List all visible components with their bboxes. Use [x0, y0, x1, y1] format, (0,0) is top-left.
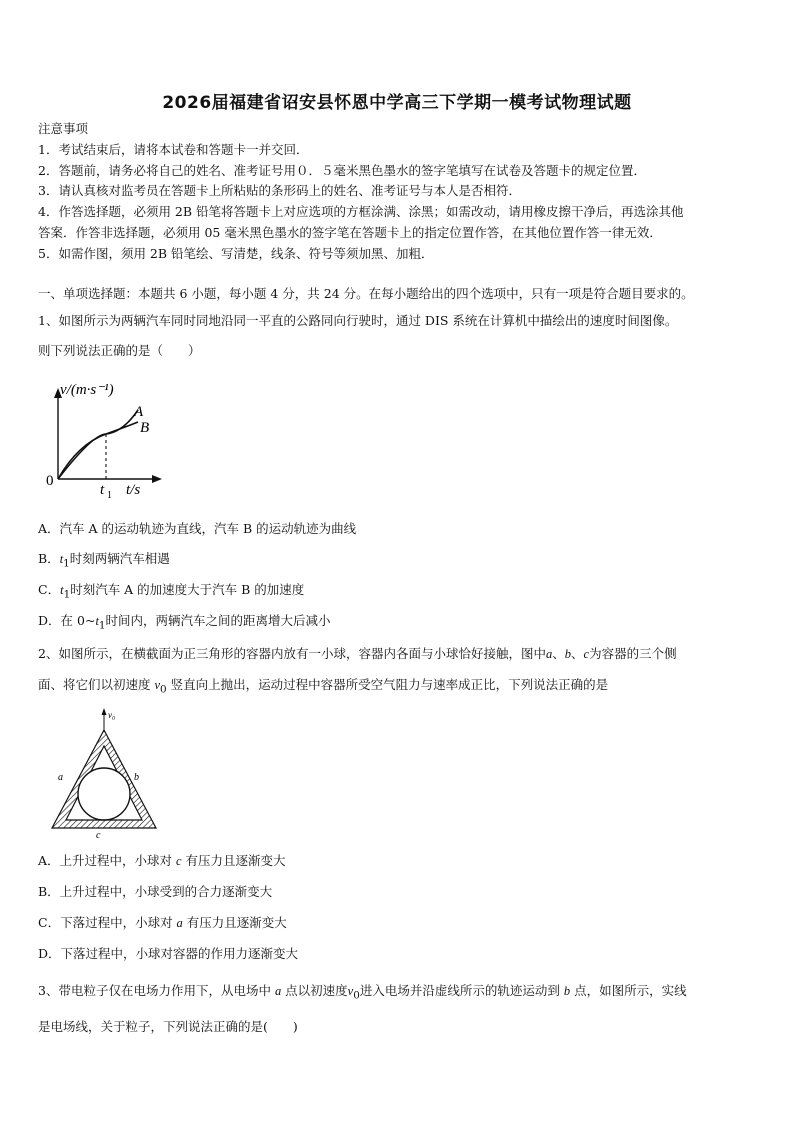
- notice-item-1: 1．考试结束后，请将本试卷和答题卡一并交回．: [38, 142, 309, 157]
- figure-a-label: a: [58, 772, 63, 783]
- graph-curve-a-label: A: [134, 404, 144, 420]
- q2-option-b: B．上升过程中，小球受到的合力逐渐变大: [38, 884, 273, 899]
- q1-velocity-time-graph: [38, 372, 168, 504]
- page-title: 2026届福建省诏安县怀恩中学高三下学期一模考试物理试题: [162, 93, 632, 113]
- q2-triangle-container-figure: [38, 706, 168, 840]
- notice-item-4-cont: 答案．作答非选择题，必须用 05 毫米黑色墨水的签字笔在答题卡上的指定位置作答，在其他位置作答一律无效．: [38, 225, 662, 240]
- ball: [78, 768, 130, 820]
- graph-t-label: t: [100, 482, 105, 498]
- curve-a: [58, 410, 138, 479]
- q3-stem-line2: 是电场线，关于粒子，下列说法正确的是( ): [38, 1019, 298, 1034]
- q1-stem-line1: 1、如图所示为两辆汽车同时同地沿同一平直的公路同向行驶时，通过 DIS 系统在计算机中描绘出的速度时间图像。: [38, 313, 678, 328]
- notice-item-2: 2．答题前，请务必将自己的姓名、准考证号用０．５毫米黑色墨水的签字笔填写在试卷及答题卡的规定位置．: [38, 163, 646, 178]
- figure-c-label: c: [96, 830, 101, 840]
- q2-stem-line2: 面、将它们以初速度 $v_0$ 竖直向上抛出，运动过程中容器所受空气阻力与速率成正比，下列说法正确的是: [38, 677, 609, 696]
- q2-option-d: D．下落过程中，小球对容器的作用力逐渐变大: [38, 946, 299, 961]
- figure-v0-label: v₀: [108, 710, 116, 720]
- section-heading: 一、单项选择题：本题共 6 小题，每小题 4 分，共 24 分。在每小题给出的四个选项中，只有一项是符合题目要求的。: [38, 286, 694, 301]
- q1-option-d: D．在 $0\sim t_1$时间内，两辆汽车之间的距离增大后减小: [38, 613, 331, 632]
- curve-b: [58, 422, 138, 479]
- q2-option-c: C．下落过程中，小球对 a 有压力且逐渐变大: [38, 915, 287, 930]
- q1-option-c: C．$t_1$时刻汽车 A 的加速度大于汽车 B 的加速度: [38, 582, 305, 601]
- q1-stem-line2: 则下列说法正确的是（ ）: [38, 343, 201, 358]
- notice-item-4: 4．作答选择题，必须用 2B 铅笔将答题卡上对应选项的方框涂满、涂黑；如需改动，请用橡皮擦干净后，再选涂其他: [38, 204, 684, 219]
- notice-item-5: 5．如需作图，须用 2B 铅笔绘、写清楚，线条、符号等须加黑、加粗．: [38, 246, 434, 261]
- q3-stem-line1: 3、带电粒子仅在电场力作用下，从电场中 a 点以初速度$v_0$进入电场并沿虚线所示的轨迹运动到 b 点，如图所示，实线: [38, 983, 687, 1002]
- graph-origin: 0: [46, 473, 54, 489]
- q2-stem-line1: 2、如图所示，在横截面为正三角形的容器内放有一小球，容器内各面与小球恰好接触，图中a、b、c为容器的三个侧: [38, 646, 677, 661]
- notice-item-3: 3．请认真核对监考员在答题卡上所粘贴的条形码上的姓名、准考证号与本人是否相符．: [38, 183, 521, 198]
- q2-option-a: A．上升过程中，小球对 c 有压力且逐渐变大: [38, 853, 286, 868]
- graph-x-label: t/s: [126, 482, 141, 498]
- q1-option-b: B．$t_1$时刻两辆汽车相遇: [38, 551, 170, 570]
- graph-y-label: v/(m·s⁻¹): [60, 382, 114, 398]
- figure-b-label: b: [134, 772, 139, 783]
- graph-curve-b-label: B: [140, 420, 150, 436]
- graph-t-sub: 1: [107, 490, 112, 501]
- notice-heading: 注意事项: [38, 121, 89, 136]
- q1-option-a: A．汽车 A 的运动轨迹为直线，汽车 B 的运动轨迹为曲线: [38, 521, 357, 536]
